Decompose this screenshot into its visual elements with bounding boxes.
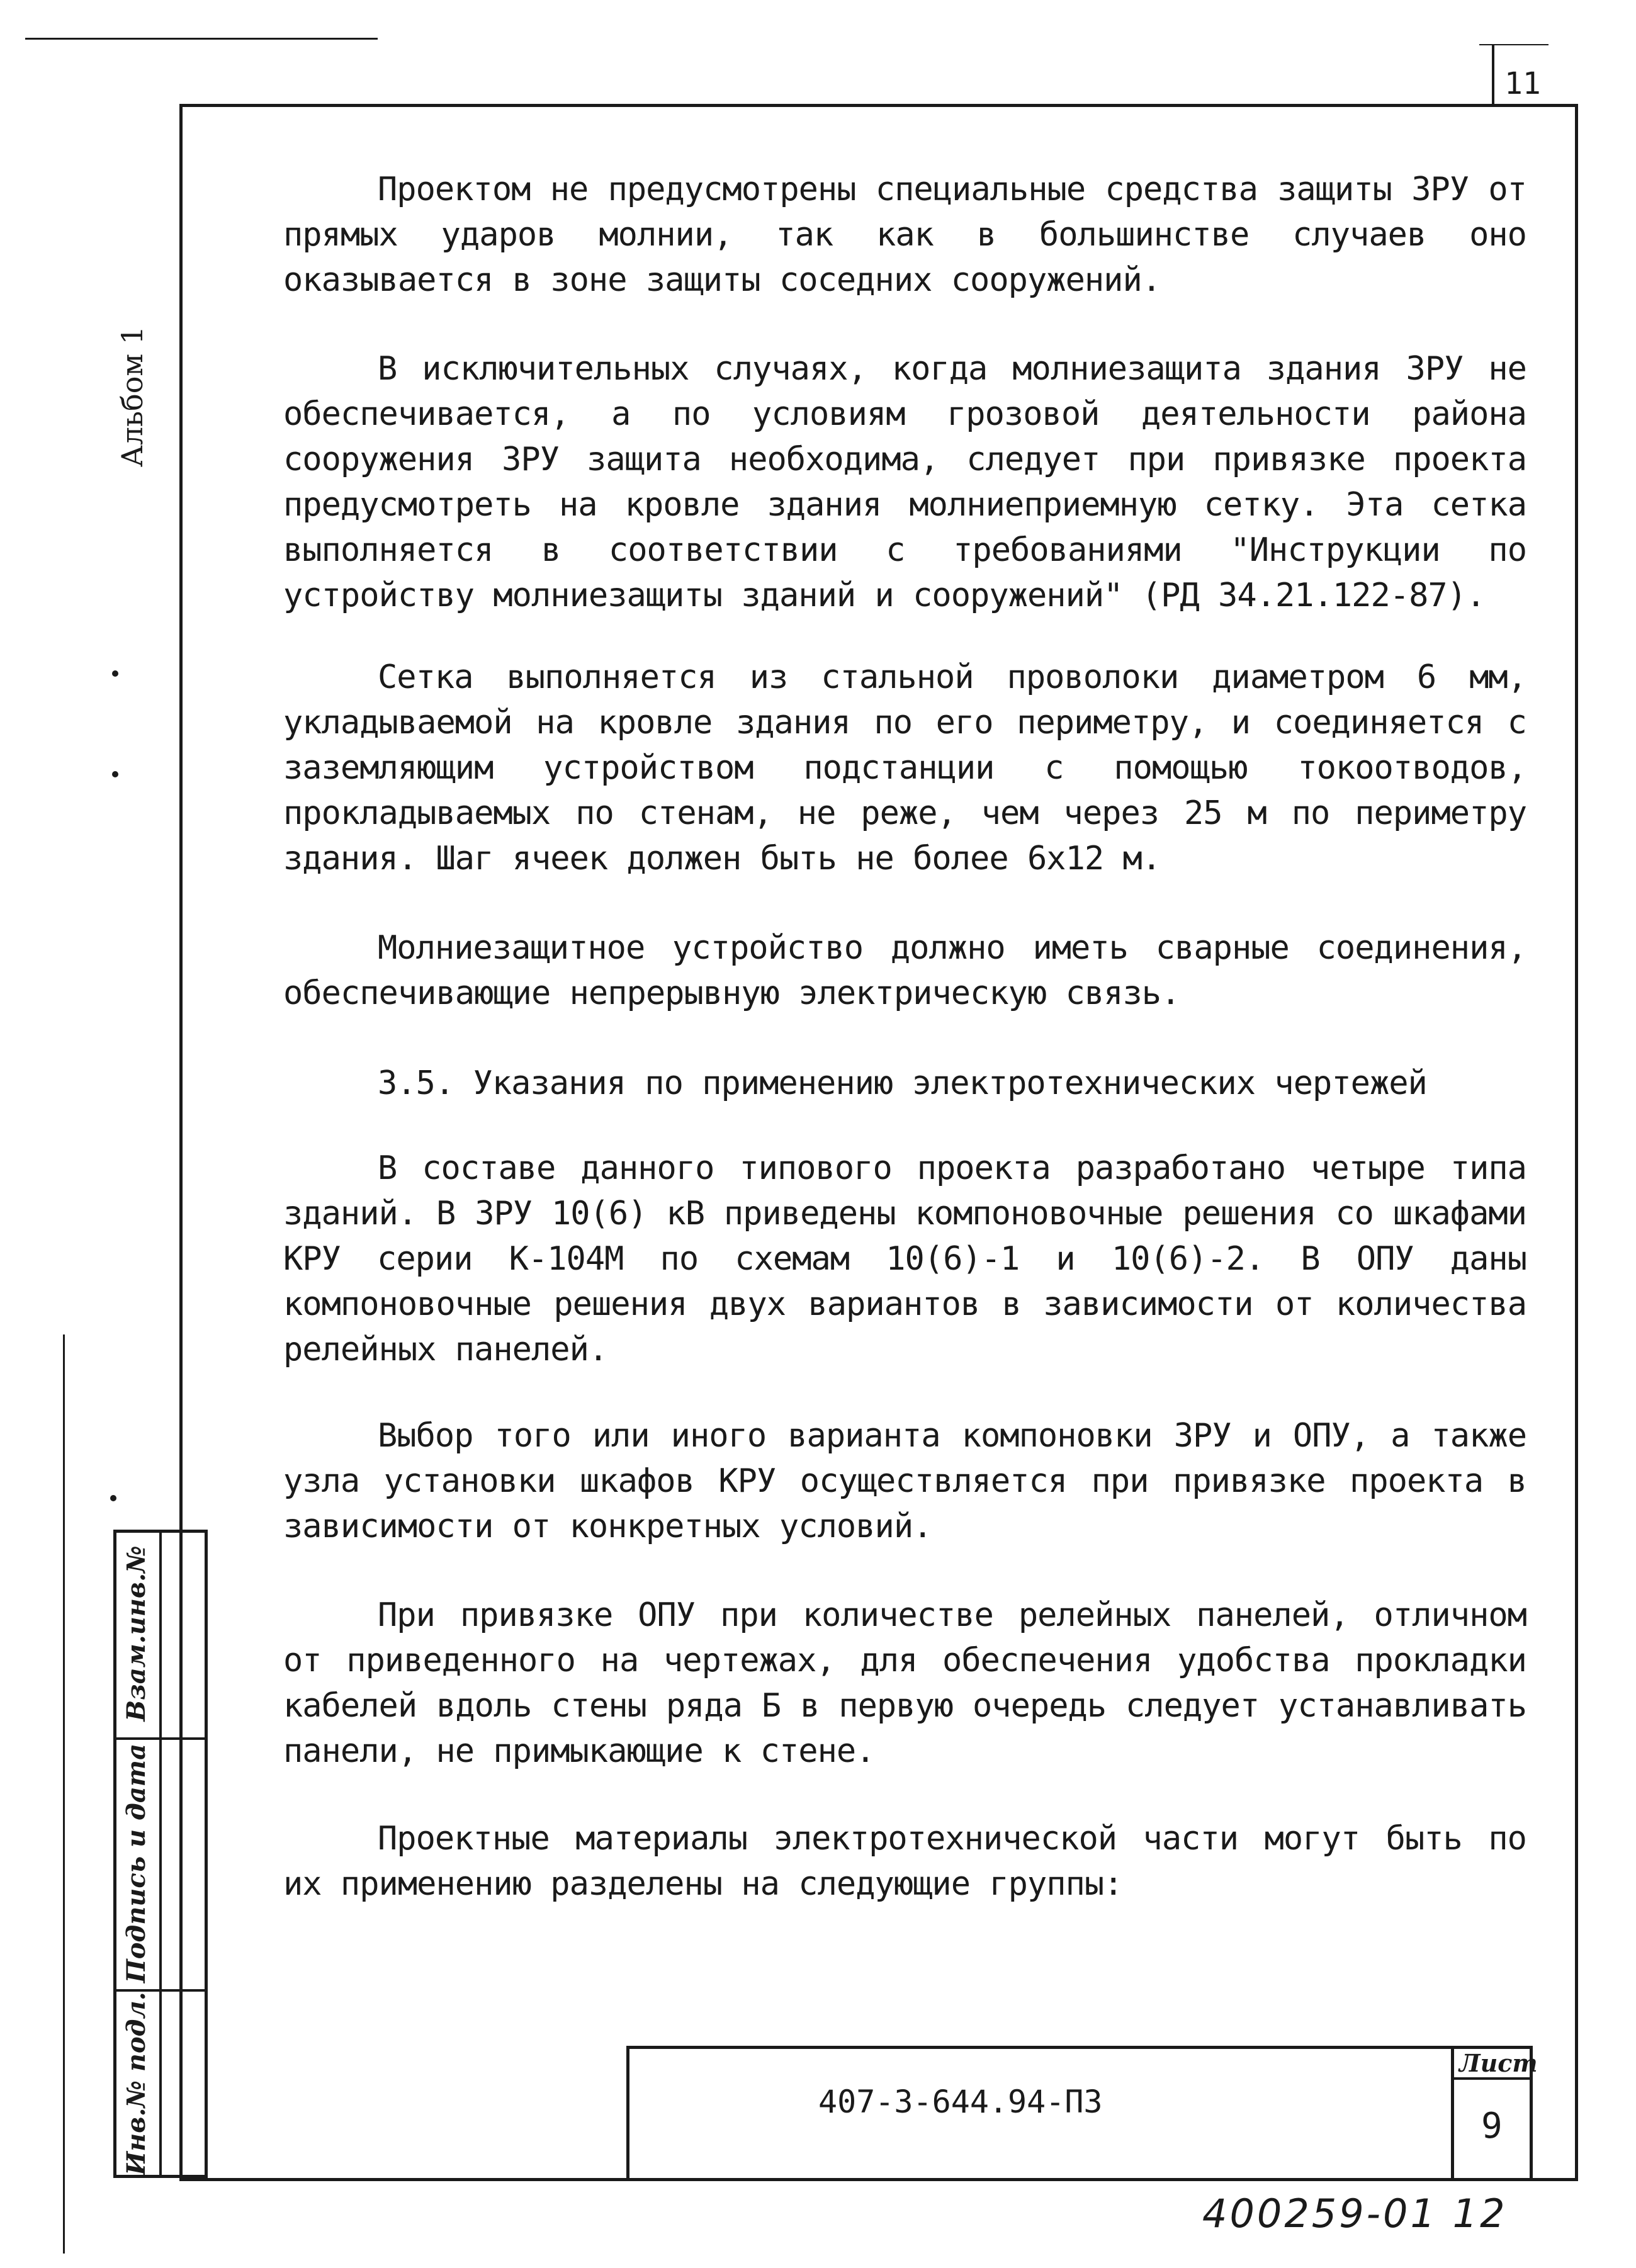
stamp-inv-podl: Инв.№ подл. — [121, 1992, 151, 2175]
album-label: Альбом 1 — [115, 325, 149, 468]
paragraph-1: Проектом не предусмотрены специальные средства защиты ЗРУ от прямых ударов молнии, так как в большинстве случаев оно оказывается в зоне защиты соседних сооружений. — [283, 171, 1526, 299]
paragraph-2: В исключительных случаях, когда молниезащита здания ЗРУ не обеспечивается, а по условиям грозовой деятельности района сооружения ЗРУ защита необходима, следует при привязке проекта предусмотреть на кровле здания молниеприемную сетку. Эта сетка выполняется в соответствии с требованиями "Инструкции по устройству молниезащиты зданий и сооружений" (РД 34.21.122-87). — [283, 350, 1526, 614]
margin-dot — [110, 1495, 116, 1501]
sheet-number: 9 — [1481, 2106, 1503, 2147]
top-rule-left — [25, 38, 378, 40]
margin-dot — [112, 670, 118, 677]
title-block-divider — [1451, 2046, 1454, 2178]
paragraph-8: Проектные материалы электротехнической части могут быть по их применению разделены на следующие группы: — [283, 1820, 1526, 1903]
page-number-top: 11 — [1504, 66, 1541, 101]
binding-line — [63, 1334, 65, 2254]
handwritten-note: 400259-01 12 — [1202, 2191, 1508, 2237]
stamp-vzam-inv: Взам.инв.№ — [121, 1545, 151, 1722]
title-block-row-line — [1451, 2077, 1533, 2080]
paragraph-5: В составе данного типового проекта разработано четыре типа зданий. В ЗРУ 10(6) кВ приведены компоновочные решения со шкафами КРУ серии К-104М по схемам 10(6)-1 и 10(6)-2. В ОПУ даны компоновочные решения двух вариантов в зависимости от количества релейных панелей. — [283, 1149, 1526, 1368]
paragraph-6: Выбор того или иного варианта компоновки ЗРУ и ОПУ, а также узла установки шкафов КРУ осуществляется при привязке проекта в зависимости от конкретных условий. — [283, 1417, 1526, 1545]
paragraph-3: Сетка выполняется из стальной проволоки диаметром 6 мм, укладываемой на кровле здания по его периметру, и соединяется с заземляющим устройством подстанции с помощью токоотводов, прокладываемых по стенам, не реже, чем через 25 м по периметру здания. Шаг ячеек должен быть не более 6х12 м. — [283, 658, 1526, 877]
paragraph-4: Молниезащитное устройство должно иметь сварные соединения, обеспечивающие непрерывную электрическую связь. — [283, 929, 1526, 1012]
doc-code: 407-3-644.94-ПЗ — [818, 2084, 1103, 2120]
top-rule-right — [1479, 44, 1549, 45]
paragraph-7: При привязке ОПУ при количестве релейных панелей, отличном от приведенного на чертежах, для обеспечения удобства прокладки кабелей вдоль стены ряда Б в первую очередь следует устанавливать панели, не примыкающие к стене. — [283, 1596, 1526, 1770]
section-heading: 3.5. Указания по применению электротехнических чертежей — [378, 1064, 1427, 1102]
margin-dot — [112, 771, 118, 777]
page-number-box-left — [1492, 44, 1494, 107]
stamp-podpis-data: Подпись и дата — [121, 1743, 151, 1983]
side-stamp-divider — [159, 1530, 162, 2178]
sheet-label: Лист — [1459, 2049, 1538, 2077]
